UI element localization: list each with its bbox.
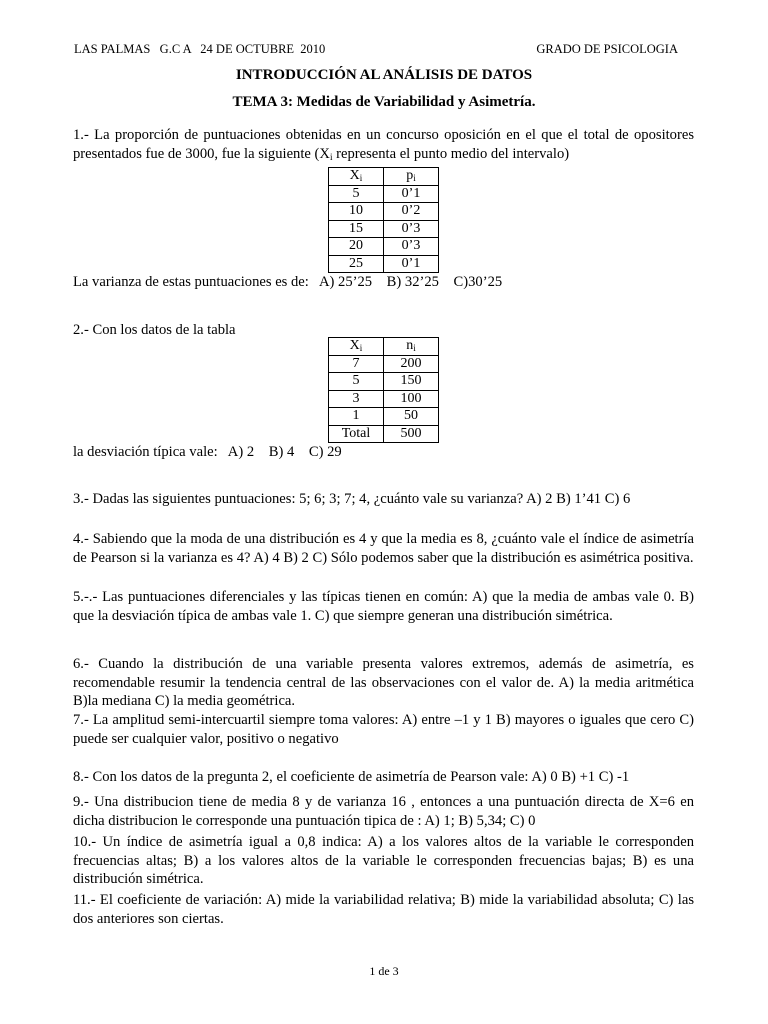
table-header-row: [329, 338, 439, 356]
table-header-cell: $X_i$: [329, 168, 384, 186]
table-cell: Total: [329, 425, 384, 443]
question-1-text-b: representa el punto medio del intervalo): [332, 145, 570, 162]
question-2-table: [328, 337, 439, 443]
table-cell: 50: [384, 408, 439, 426]
table-cell: 1: [329, 408, 384, 426]
header-right: GRADO DE PSICOLOGIA: [536, 42, 678, 56]
table-row: [329, 238, 439, 256]
table-cell: 25: [329, 255, 384, 273]
question-1-answers: La varianza de estas puntuaciones es de: A) 25’25 B) 32’25 C)30’25: [73, 274, 503, 290]
table-header-row: [329, 168, 439, 186]
question-2-text: 2.- Con los datos de la tabla: [73, 322, 236, 338]
table-cell: 100: [384, 390, 439, 408]
table-row: [329, 185, 439, 203]
question-7: 7.- La amplitud semi-intercuartil siempre toma valores: A) entre –1 y 1 B) mayores o iguales que cero C) puede ser cualquier valor, positivo o negativo: [73, 712, 694, 747]
table-header-cell: $X_i$: [329, 338, 384, 356]
table-cell: 0’1: [384, 255, 439, 273]
table-cell: 500: [384, 425, 439, 443]
table-cell: 20: [329, 238, 384, 256]
table-cell: 3: [329, 390, 384, 408]
question-5: 5.-.- Las puntuaciones diferenciales y las típicas tienen en común: A) que la media de ambas vale 0. B) que la desviación típica de ambas vale 1. C) que siempre generan una distribución simétrica.: [73, 589, 694, 624]
table-row: [329, 373, 439, 391]
table-cell: 15: [329, 220, 384, 238]
table-row: [329, 355, 439, 373]
table-row: [329, 203, 439, 221]
question-1-table: [328, 167, 439, 273]
question-10: 10.- Un índice de asimetría igual a 0,8 indica: A) a los valores altos de la variable le corresponden frecuencias altas; B) a los valores altos de la variable le corresponden frecuencias bajas; B) es una distribución simétrica.: [73, 834, 694, 887]
table-row: [329, 255, 439, 273]
document-title: INTRODUCCIÓN AL ANÁLISIS DE DATOS: [235, 67, 533, 83]
table-row: [329, 425, 439, 443]
question-1: [73, 126, 694, 163]
table-cell: 10: [329, 203, 384, 221]
page-number: 1 de 3: [369, 964, 399, 978]
table-cell: 7: [329, 355, 384, 373]
table-row: [329, 408, 439, 426]
table-cell: 5: [329, 373, 384, 391]
question-1-text-a: 1.- La proporción de puntuaciones obtenidas en un concurso oposición en el que el total de opositores presentados fue de 3000, fue la siguiente (X: [73, 127, 694, 162]
question-4: 4.- Sabiendo que la moda de una distribución es 4 y que la media es 8, ¿cuánto vale el índice de asimetría de Pearson si la varianza es 4? A) 4 B) 2 C) Sólo podemos saber que la distribución es asimétrica positiva.: [73, 531, 694, 566]
question-1-sub: i: [329, 151, 333, 162]
table-row: [329, 390, 439, 408]
table-header-cell: $n_i$: [384, 338, 439, 356]
topic-title: TEMA 3: Medidas de Variabilidad y Asimetría.: [232, 94, 536, 110]
table-row: [329, 220, 439, 238]
table-cell: 0’2: [384, 203, 439, 221]
table-cell: 200: [384, 355, 439, 373]
table-cell: 0’3: [384, 238, 439, 256]
table-header-cell: $p_i$: [384, 168, 439, 186]
question-9: 9.- Una distribucion tiene de media 8 y de varianza 16 , entonces a una puntuación directa de X=6 en dicha distribucion le corresponde una puntuación tipica de : A) 1; B) 5,34; C) 0: [73, 794, 694, 829]
question-3: 3.- Dadas las siguientes puntuaciones: 5; 6; 3; 7; 4, ¿cuánto vale su varianza? A) 2 B) 1’41 C) 6: [73, 491, 631, 507]
table-cell: 150: [384, 373, 439, 391]
table-cell: 0’3: [384, 220, 439, 238]
table-cell: 5: [329, 185, 384, 203]
table-cell: 0’1: [384, 185, 439, 203]
question-6: 6.- Cuando la distribución de una variable presenta valores extremos, además de asimetría, es recomendable resumir la tendencia central de las observaciones con el valor de. A) la media aritmética B)la mediana C) la media geométrica.: [73, 656, 694, 709]
question-2-answers: la desviación típica vale: A) 2 B) 4 C) 29: [73, 444, 342, 460]
header-left: LAS PALMAS G.C A 24 DE OCTUBRE 2010: [74, 42, 326, 56]
question-8: 8.- Con los datos de la pregunta 2, el coeficiente de asimetría de Pearson vale: A) 0 B) +1 C) -1: [73, 769, 630, 785]
question-11: 11.- El coeficiente de variación: A) mide la variabilidad relativa; B) mide la variabilidad absoluta; C) las dos anteriores son ciertas.: [73, 892, 694, 927]
